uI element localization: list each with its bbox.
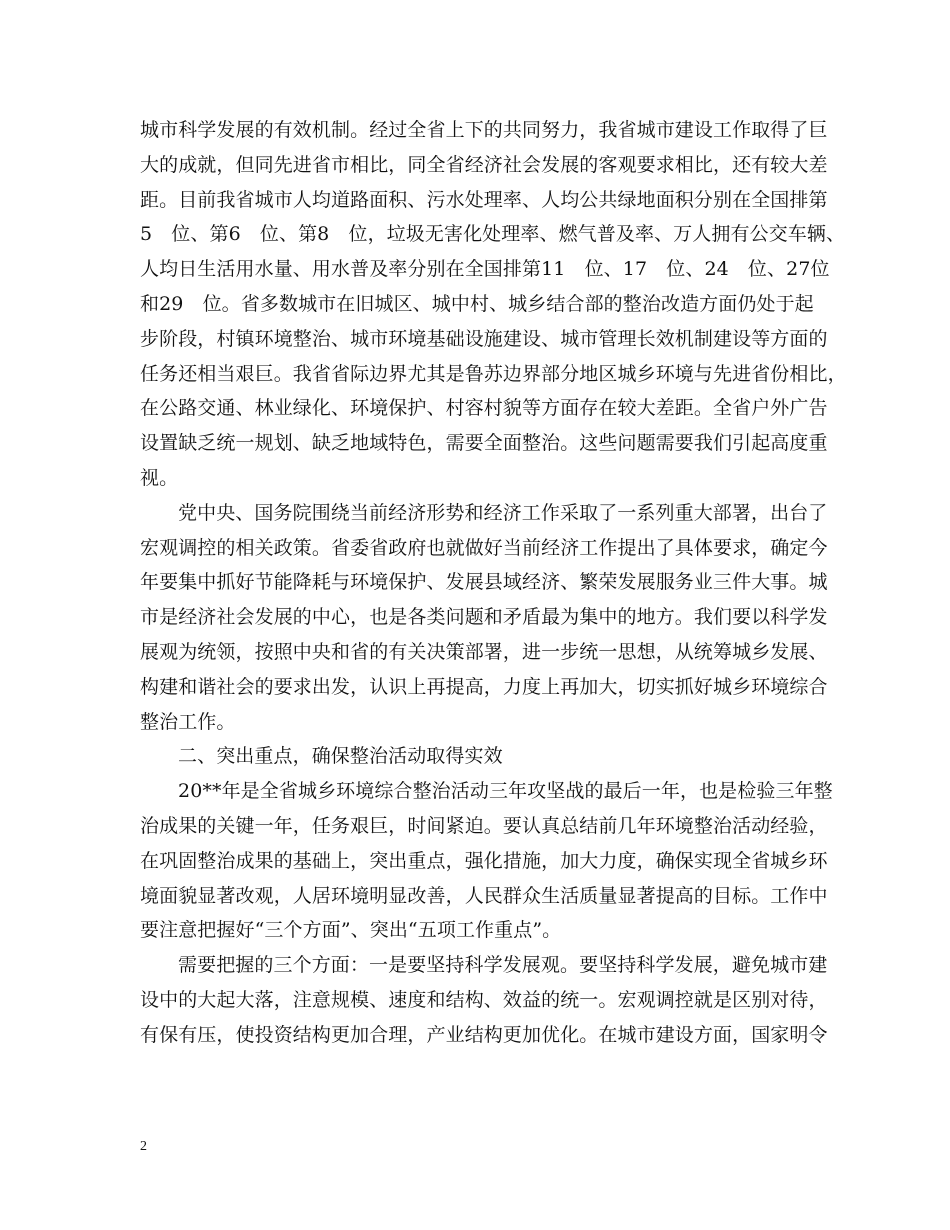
text-line: 设置缺乏统一规划、缺乏地域特色，需要全面整治。这些问题需要我们引起高度重 [140,432,828,455]
text-line: 步阶段，村镇环境整治、城市环境基础设施建设、城市管理长效机制建设等方面的 [140,327,828,350]
paragraph-start-line: 需要把握的三个方面：一是要坚持科学发展观。要坚持科学发展，避免城市建 [178,954,828,977]
text-line: 在巩固整治成果的基础上，突出重点，强化措施，加大力度，确保实现全省城乡环 [140,849,828,872]
text-line: 要注意把握好“三个方面”、突出“五项工作重点”。 [140,919,562,942]
text-line: 城市科学发展的有效机制。经过全省上下的共同努力，我省城市建设工作取得了巨 [140,119,828,141]
text-line: 年要集中抓好节能降耗与环境保护、发展县域经济、繁荣发展服务业三件大事。城 [140,571,828,594]
text-line: 视。 [140,466,179,489]
text-line: 大的成就，但同先进省市相比，同全省经济社会发展的客观要求相比，还有较大差 [140,153,828,176]
paragraph-start-line: 20**年是全省城乡环境综合整治活动三年攻坚战的最后一年，也是检验三年整 [178,780,833,803]
text-line: 治成果的关键一年，任务艰巨，时间紧迫。要认真总结前几年环境整治活动经验， [140,814,828,837]
text-line: 市是经济社会发展的中心，也是各类问题和矛盾最为集中的地方。我们要以科学发 [140,606,828,629]
section-heading: 二、突出重点，确保整治活动取得实效 [178,745,503,768]
text-line: 和29 位。省多数城市在旧城区、城中村、城乡结合部的整治改造方面仍处于起 [140,292,814,315]
text-line: 5 位、第6 位、第8 位，垃圾无害化处理率、燃气普及率、万人拥有公交车辆、 [140,223,846,246]
text-line: 构建和谐社会的要求出发，认识上再提高，力度上再加大，切实抓好城乡环境综合 [140,675,828,698]
text-line [140,1053,825,1088]
text-line: 境面貌显著改观，人居环境明显改善，人民群众生活质量显著提高的目标。工作中 [140,884,828,907]
body-text [140,113,847,1087]
text-line: 展观为统领，按照中央和省的有关决策部署，进一步统一思想，从统筹城乡发展、 [140,640,828,663]
text-line: 在公路交通、林业绿化、环境保护、村容村貌等方面存在较大差距。全省户外广告 [140,397,828,420]
text-line: 距。目前我省城市人均道路面积、污水处理率、人均公共绿地面积分别在全国排第 [140,188,828,211]
paragraph-start-line: 党中央、国务院围绕当前经济形势和经济工作采取了一系列重大部署，出台了 [178,501,828,524]
text-line: 设中的大起大落，注意规模、速度和结构、效益的统一。宏观调控就是区别对待， [140,988,828,1011]
text-line: 宏观调控的相关政策。省委省政府也就做好当前经济工作提出了具体要求，确定今 [140,536,828,559]
text-line: 任务还相当艰巨。我省省际边界尤其是鲁苏边界部分地区城乡环境与先进省份相比， [140,362,847,385]
page-number: 2 [140,1139,147,1154]
text-line: 有保有压，使投资结构更加合理，产业结构更加优化。在城市建设方面，国家明令 [140,1023,828,1046]
text-line: 人均日生活用水量、用水普及率分别在全国排第11 位、17 位、24 位、27位 [140,258,830,281]
text-line: 整治工作。 [140,710,236,733]
